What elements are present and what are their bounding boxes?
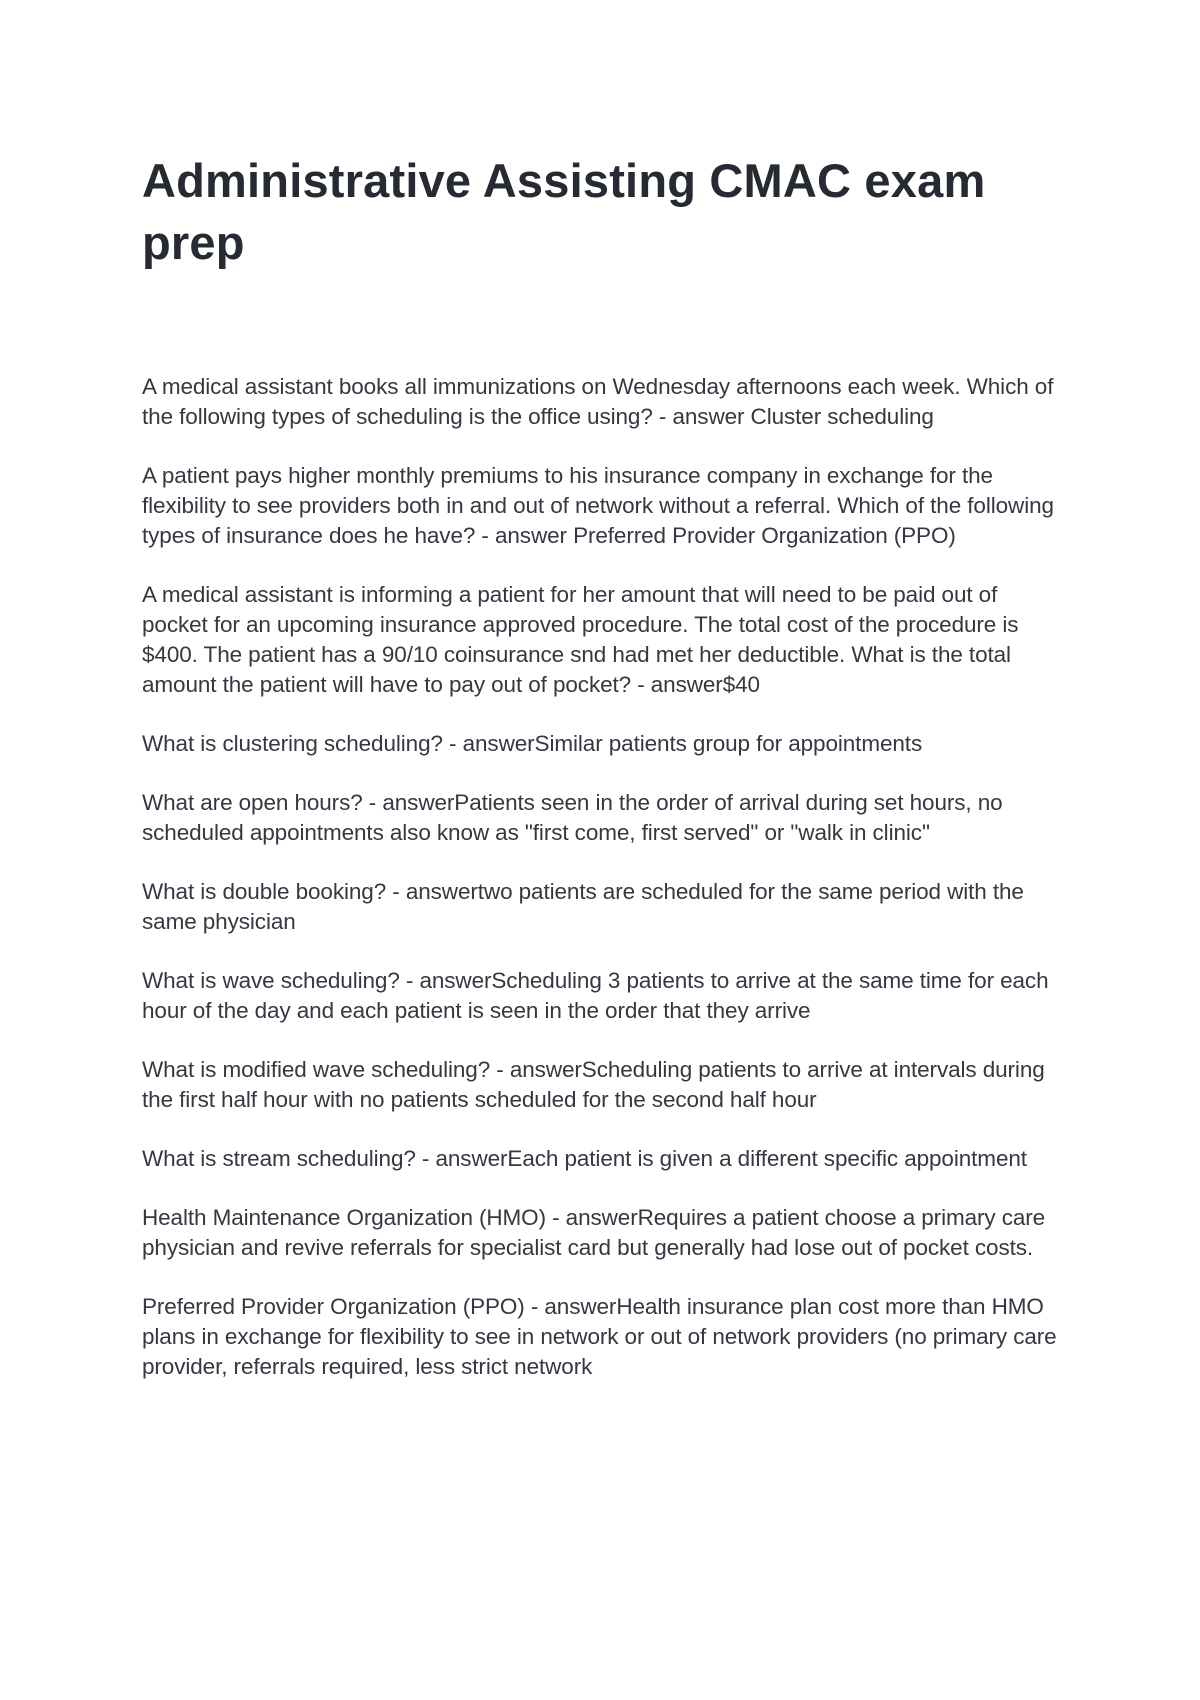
answer-text: $40 xyxy=(722,672,760,697)
question-text: Health Maintenance Organization (HMO) xyxy=(142,1205,546,1230)
answer-separator: - answer xyxy=(545,1205,638,1230)
answer-separator: - answer xyxy=(524,1294,617,1319)
answer-text: Similar patients group for appointments xyxy=(534,731,923,756)
answer-separator: - answer xyxy=(442,731,535,756)
qa-item-4 xyxy=(142,729,1062,759)
answer-text: Scheduling patients to arrive at intervals during the first half hour with no patients scheduled for the second half hour xyxy=(142,1057,1045,1112)
answer-text: Cluster scheduling xyxy=(750,404,934,429)
answer-text: two patients are scheduled for the same period with the same physician xyxy=(142,879,1024,934)
question-text: What is wave scheduling? xyxy=(142,968,400,993)
answer-separator: - answer xyxy=(362,790,455,815)
question-text: What is stream scheduling? xyxy=(142,1146,416,1171)
question-text: A patient pays higher monthly premiums to his insurance company in exchange for the flexibility to see providers both in and out of network without a referral. Which of the following types of insurance does he have? xyxy=(142,463,1054,548)
qa-list xyxy=(142,372,1062,1382)
qa-item-10 xyxy=(142,1203,1062,1263)
answer-text: Each patient is given a different specific appointment xyxy=(507,1146,1027,1171)
question-text: A medical assistant books all immunizations on Wednesday afternoons each week. Which of the following types of scheduling is the office using? xyxy=(142,374,1054,429)
question-text: What is modified wave scheduling? xyxy=(142,1057,491,1082)
qa-item-5 xyxy=(142,788,1062,848)
answer-separator: - answer xyxy=(415,1146,508,1171)
document-page xyxy=(142,150,1062,1411)
question-text: What are open hours? xyxy=(142,790,363,815)
answer-text: Scheduling 3 patients to arrive at the same time for each hour of the day and each patient is seen in the order that they arrive xyxy=(142,968,1049,1023)
answer-separator: - answer xyxy=(652,404,751,429)
question-text: What is double booking? xyxy=(142,879,387,904)
qa-item-3 xyxy=(142,580,1062,700)
page-title: Administrative Assisting CMAC exam prep xyxy=(142,154,986,269)
answer-separator: - answer xyxy=(399,968,492,993)
answer-text: Preferred Provider Organization (PPO) xyxy=(573,523,956,548)
answer-separator: - answer xyxy=(475,523,574,548)
question-text: Preferred Provider Organization (PPO) xyxy=(142,1294,525,1319)
qa-item-6 xyxy=(142,877,1062,937)
qa-item-11 xyxy=(142,1292,1062,1382)
answer-text: Patients seen in the order of arrival during set hours, no scheduled appointments also know as "first come, first served" or "walk in clinic" xyxy=(142,790,1003,845)
question-text: A medical assistant is informing a patient for her amount that will need to be paid out of pocket for an upcoming insurance approved procedure. The total cost of the procedure is $400. The patient has a 90/10 coinsurance snd had met her deductible. What is the total amount the patient will have to pay out of pocket? xyxy=(142,582,1019,697)
answer-separator: - answer xyxy=(490,1057,582,1082)
qa-item-1 xyxy=(142,372,1062,432)
answer-separator: - answer xyxy=(631,672,723,697)
qa-item-2 xyxy=(142,461,1062,551)
answer-text: Requires a patient choose a primary care physician and revive referrals for specialist card but generally had lose out of pocket costs. xyxy=(142,1205,1046,1260)
qa-item-9 xyxy=(142,1144,1062,1174)
qa-item-8 xyxy=(142,1055,1062,1115)
question-text: What is clustering scheduling? xyxy=(142,731,443,756)
answer-separator: - answer xyxy=(386,879,478,904)
answer-text: Health insurance plan cost more than HMO plans in exchange for flexibility to see in network or out of network providers (no primary care provider, referrals required, less strict network xyxy=(142,1294,1057,1379)
qa-item-7 xyxy=(142,966,1062,1026)
